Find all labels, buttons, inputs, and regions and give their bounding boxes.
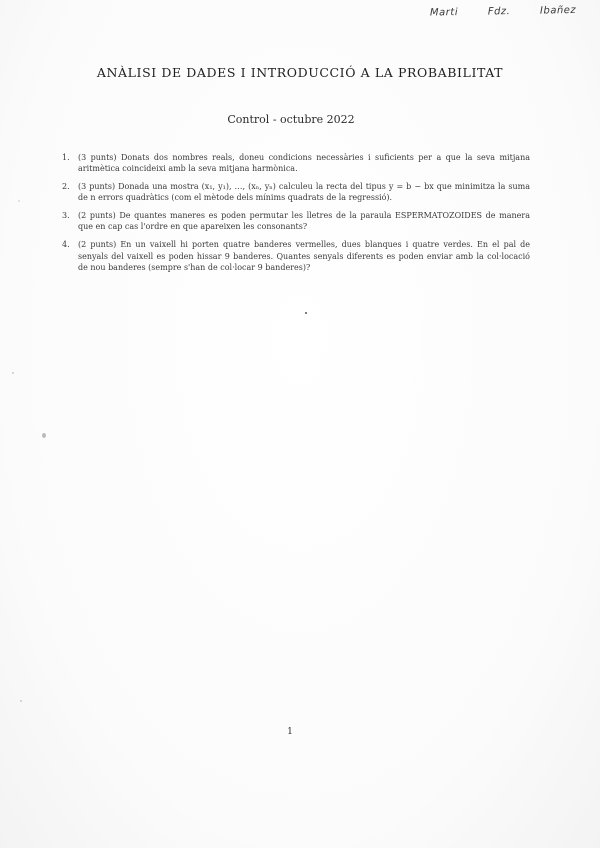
question-text: (3 punts) Donada una mostra (x₁, y₁), …, (xₙ, yₙ) calculeu la recta del tipus y = b − bx que minimitza la suma de n errors quadràtics (com el mètode dels mínims quadrats de la regressió). [78,182,530,203]
question-number: 1. [62,153,70,162]
question-item [62,181,530,204]
question-text: (3 punts) Donats dos nombres reals, doneu condicions necessàries i suficients per a que la seva mitjana aritmètica coincideixi amb la seva mitjana harmònica. [78,153,530,174]
document-title: ANÀLISI DE DADES I INTRODUCCIÓ A LA PROBABILITAT [96,65,504,80]
handwritten-name-part: Fdz. [487,6,511,18]
scan-speck [12,372,14,374]
question-number: 3. [62,211,70,221]
scan-speck [18,200,20,202]
question-item [62,210,530,233]
question-list [62,152,530,280]
scan-speck [305,312,307,314]
question-number: 4. [62,240,70,250]
scan-speck [42,433,46,438]
question-number: 2. [62,182,70,192]
question-item [62,152,530,175]
scan-speck [20,700,22,702]
handwritten-name-part: Ibañez [539,4,577,17]
question-text: (2 punts) En un vaixell hi porten quatre banderes vermelles, dues blanques i quatre verdes. En el pal de senyals del vaixell es poden hissar 9 banderes. Quantes senyals diferents es poden enviar amb la col·locació de nou banderes (sempre s'han de col·locar 9 banderes)? [78,240,530,272]
document-subtitle: Control - octubre 2022 [227,113,355,126]
question-item [62,239,530,273]
handwritten-name-part: Marti [429,7,459,19]
page-number: 1 [287,727,293,737]
question-text: (2 punts) De quantes maneres es poden permutar les lletres de la paraula ESPERMATOZOIDES de manera que en cap cas l'ordre en que apareixen les consonants? [78,211,530,232]
